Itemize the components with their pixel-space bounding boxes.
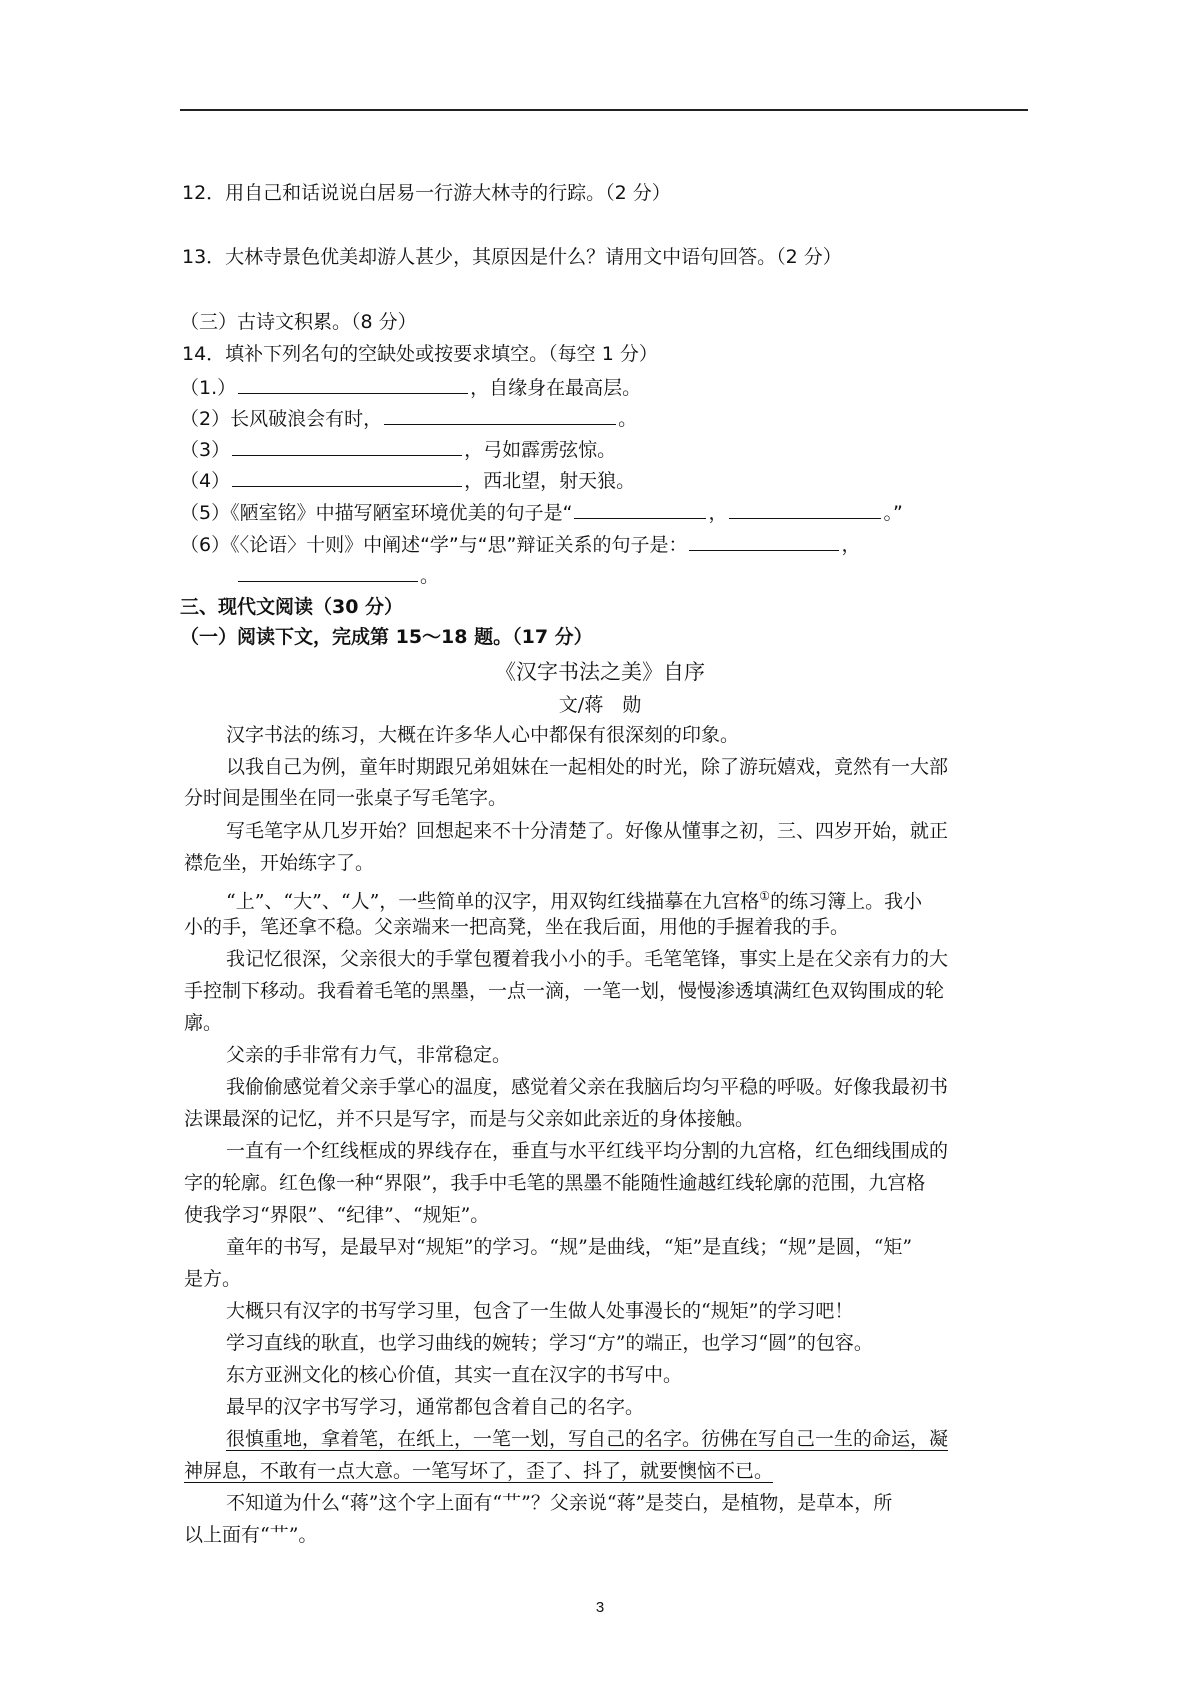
footnote-marker: ① xyxy=(759,889,771,903)
article-text: “上”、“大”、“人”，一些简单的汉字，用双钩红线描摹在九宫格 xyxy=(226,890,760,913)
fill-item-1-after: ，自缘身在最高层。 xyxy=(470,377,642,399)
fill-item-6-after: ， xyxy=(841,534,861,556)
article-paragraph: 不知道为什么“蒋”这个字上面有“艹”？父亲说“蒋”是茭白，是植物，是草本，所 xyxy=(226,1492,893,1514)
article-paragraph-cont: 手控制下移动。我看着毛笔的黑墨，一点一滴，一笔一划，慢慢渗透填满红色双钩围成的轮 xyxy=(184,980,945,1002)
fill-item-6-cont-after: 。 xyxy=(420,565,440,587)
question-14: 14．填补下列名句的空缺处或按要求填空。（每空 1 分） xyxy=(182,343,658,365)
article-text: 的练习簿上。我小 xyxy=(770,890,923,913)
fill-blank-6a[interactable] xyxy=(689,530,839,551)
article-paragraph: 童年的书写，是最早对“规矩”的学习。“规”是曲线，“矩”是直线；“规”是圆，“矩” xyxy=(226,1236,913,1258)
fill-blank-4[interactable] xyxy=(232,466,462,487)
article-paragraph-cont: 法课最深的记忆，并不只是写字，而是与父亲如此亲近的身体接触。 xyxy=(184,1108,755,1130)
header-rule xyxy=(180,109,1028,111)
fill-blank-1[interactable] xyxy=(238,373,468,394)
question-13: 13．大林寺景色优美却游人甚少，其原因是什么？请用文中语句回答。（2 分） xyxy=(182,246,842,268)
article-title: 《汉字书法之美》自序 xyxy=(495,660,705,684)
fill-item-2-after: 。 xyxy=(618,408,638,430)
fill-blank-6b[interactable] xyxy=(238,561,418,582)
article-paragraph xyxy=(226,883,922,914)
question-12: 12．用自己和话说说白居易一行游大林寺的行踪。（2 分） xyxy=(182,182,671,204)
article-paragraph-cont: 字的轮廓。红色像一种“界限”，我手中毛笔的黑墨不能随性逾越红线轮廓的范围，九宫格 xyxy=(184,1172,926,1194)
fill-item-3-prefix: （3） xyxy=(180,439,231,461)
fill-item-6-prefix: （6）《〈论语〉十则》中阐述“学”与“思”辩证关系的句子是： xyxy=(180,534,688,556)
article-paragraph-cont: 分时间是围坐在同一张桌子写毛笔字。 xyxy=(184,787,508,809)
fill-blank-5b[interactable] xyxy=(729,498,881,519)
fill-item-3-after: ，弓如霹雳弦惊。 xyxy=(464,439,617,461)
article-paragraph: 写毛笔字从几岁开始？回想起来不十分清楚了。好像从懂事之初，三、四岁开始，就正 xyxy=(226,820,949,842)
fill-item-4 xyxy=(180,466,635,494)
fill-item-5-prefix: （5）《陋室铭》中描写陋室环境优美的句子是“ xyxy=(180,502,573,524)
fill-blank-2[interactable] xyxy=(384,404,616,425)
fill-item-5-mid: ， xyxy=(708,502,728,524)
article-paragraph-cont: 小的手，笔还拿不稳。父亲端来一把高凳，坐在我后面，用他的手握着我的手。 xyxy=(184,916,850,938)
article-paragraph-cont: 是方。 xyxy=(184,1268,242,1290)
article-paragraph: 学习直线的耿直，也学习曲线的婉转；学习“方”的端正，也学习“圆”的包容。 xyxy=(226,1332,873,1354)
fill-item-4-prefix: （4） xyxy=(180,470,231,492)
article-paragraph: 我偷偷感觉着父亲手掌心的温度，感觉着父亲在我脑后均匀平稳的呼吸。好像我最初书 xyxy=(226,1076,949,1098)
section-modern-subheading: （一）阅读下文，完成第 15～18 题。（17 分） xyxy=(180,626,593,648)
fill-item-2-prefix: （2）长风破浪会有时， xyxy=(180,408,383,430)
article-paragraph: 一直有一个红线框成的界线存在，垂直与水平红线平均分割的九宫格，红色细线围成的 xyxy=(226,1140,949,1162)
fill-blank-5a[interactable] xyxy=(574,498,706,519)
article-paragraph-cont: 襟危坐，开始练字了。 xyxy=(184,852,375,874)
fill-item-4-after: ，西北望，射天狼。 xyxy=(464,470,636,492)
article-paragraph: 父亲的手非常有力气，非常稳定。 xyxy=(226,1044,512,1066)
article-paragraph-cont: 以上面有“艹”。 xyxy=(184,1524,318,1546)
article-paragraph: 东方亚洲文化的核心价值，其实一直在汉字的书写中。 xyxy=(226,1364,683,1386)
article-paragraph: 最早的汉字书写学习，通常都包含着自己的名字。 xyxy=(226,1396,645,1418)
fill-item-6 xyxy=(180,530,860,558)
fill-item-5-after: 。” xyxy=(883,502,903,524)
article-underlined-sentence-cont: 神屏息，不敢有一点大意。一笔写坏了，歪了、抖了，就要懊恼不已。 xyxy=(184,1460,774,1482)
article-paragraph: 以我自己为例，童年时期跟兄弟姐妹在一起相处的时光，除了游玩嬉戏，竟然有一大部 xyxy=(226,756,949,778)
section-poetry-heading: （三）古诗文积累。（8 分） xyxy=(180,311,417,333)
fill-item-3 xyxy=(180,435,616,463)
fill-item-2 xyxy=(180,404,637,432)
fill-item-1-prefix: （1.） xyxy=(180,377,237,399)
article-author: 文/蒋 勋 xyxy=(558,694,642,716)
fill-item-5 xyxy=(180,498,903,526)
article-underlined-sentence: 很慎重地，拿着笔，在纸上，一笔一划，写自己的名字。彷佛在写自己一生的命运，凝 xyxy=(226,1428,949,1450)
page-number: 3 xyxy=(595,1599,605,1616)
article-paragraph-cont: 使我学习“界限”、“纪律”、“规矩”。 xyxy=(184,1204,490,1226)
fill-blank-3[interactable] xyxy=(232,435,462,456)
article-paragraph: 我记忆很深，父亲很大的手掌包覆着我小小的手。毛笔笔锋，事实上是在父亲有力的大 xyxy=(226,948,949,970)
fill-item-1 xyxy=(180,373,641,401)
article-paragraph-cont: 廓。 xyxy=(184,1012,223,1034)
article-paragraph: 汉字书法的练习，大概在许多华人心中都保有很深刻的印象。 xyxy=(226,724,740,746)
article-paragraph: 大概只有汉字的书写学习里，包含了一生做人处事漫长的“规矩”的学习吧！ xyxy=(226,1300,854,1322)
section-modern-heading: 三、现代文阅读（30 分） xyxy=(180,596,404,618)
fill-item-6-cont xyxy=(236,561,439,589)
